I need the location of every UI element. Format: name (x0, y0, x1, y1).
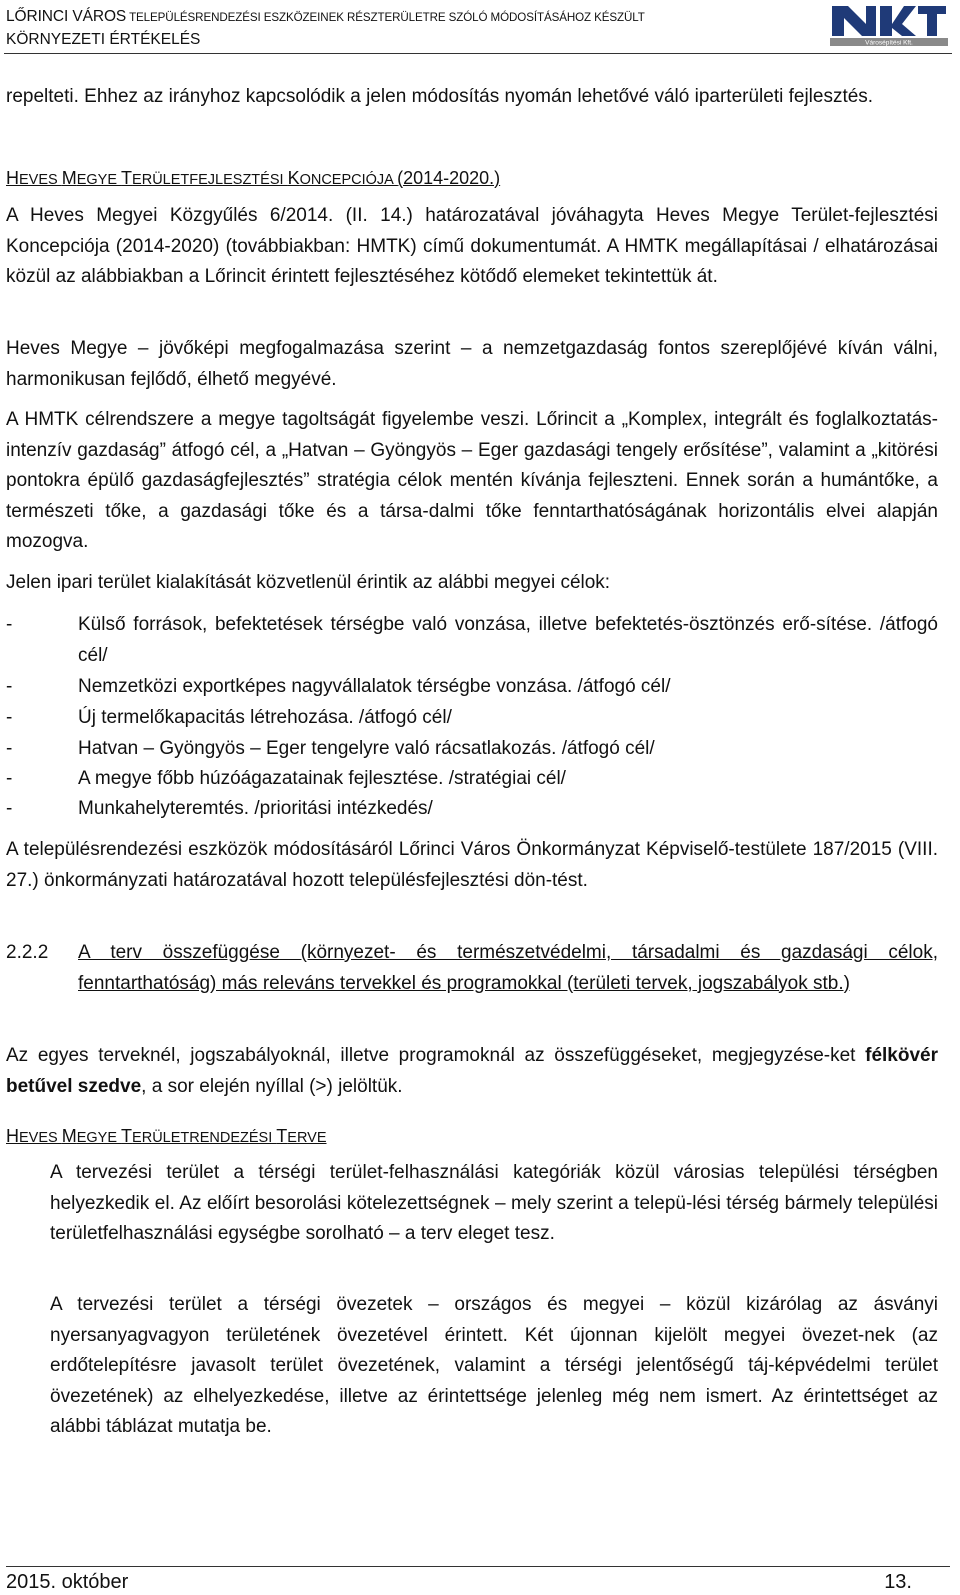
section-heading-2-2-2 (6, 938, 938, 999)
section-title: A terv összefüggése (környezet- és természetvédelmi, társadalmi és gazdasági célok, fenntarthatóság) más releváns tervekkel és programokkal (területi tervek, jogszabályok stb.) (78, 942, 938, 994)
paragraph-goals-intro: Jelen ipari terület kialakítását közvetlenül érintik az alábbi megyei célok: (6, 572, 611, 593)
section-number: 2.2.2 (6, 942, 49, 963)
list-item: - Hatvan – Gyöngyös – Eger tengelyre való rácsatlakozás. /átfogó cél/ (6, 738, 655, 759)
header-title-line1 (6, 8, 645, 26)
company-logo (826, 2, 950, 48)
list-item: - Nemzetközi exportképes nagyvállalatok térségbe vonzása. /átfogó cél/ (6, 676, 671, 697)
heading-hmtk: HEVES MEGYE TERÜLETFEJLESZTÉSI KONCEPCIÓJA (2014-2020.) (6, 168, 501, 188)
list-item: - Új termelőkapacitás létrehozása. /átfogó cél/ (6, 707, 452, 728)
paragraph-urban-area: A tervezési terület a térségi terület-felhasználási kategóriák közül városias települési térségben helyezkedik el. Az előírt besorolási kötelezettségnek – mely szerint a telepü-lési térség bármely települési területfelhasználási egységbe sorolható – a terv eleget tesz. (50, 1162, 938, 1244)
header-subject: TELEPÜLÉSRENDEZÉSI ESZKÖZEINEK RÉSZTERÜLETRE SZÓLÓ MÓDOSÍTÁSÁHOZ KÉSZÜLT (126, 11, 645, 24)
paragraph-zones: A tervezési terület a térségi övezetek – országos és megyei – közül kizárólag az ásványi nyersanyagvagyon területének övezetével érintett. Két újonnan kijelölt megyei övezet-nek (az erdőtelepítésre javasolt terület övezetének, valamint a térségi jelentőségű táj-képvédelmi terület övezetének) az elhelyezkedése, illetve az érintettsége jelenleg még nem ismert. Az érintettséget az alábbi táblázat mutatja be. (50, 1294, 938, 1437)
paragraph-vision: Heves Megye – jövőképi megfogalmazása szerint – a nemzetgazdaság fontos szereplőjévé kíván válni, harmonikusan fejlődő, élhető megyévé. (6, 338, 938, 390)
paragraph-hmtk-approval: A Heves Megyei Közgyűlés 6/2014. (II. 14.) határozatával jóváhagyta Heves Megye Terület-fejlesztési Koncepciója (2014-2020) (továbbiakban: HMTK) című dokumentumát. A HMTK megállapításai / elhatározásai közül az alábbiakban a Lőrincit érintett fejlesztéséhez kötődő elemeket tekintettük át. (6, 205, 938, 287)
logo-text: Városépítési Kft. (865, 39, 913, 47)
list-item: - Külső források, befektetések térségbe való vonzása, illetve befektetés-ösztönzés erő-sítése. /átfogó cél/ (6, 614, 938, 666)
heading-heves-plan: HEVES MEGYE TERÜLETRENDEZÉSI TERVE (6, 1126, 327, 1146)
page-number: 13. (884, 1571, 912, 1593)
list-item: - A megye főbb húzóágazatainak fejlesztése. /stratégiai cél/ (6, 768, 566, 789)
header-town: LŐRINCI VÁROS (6, 8, 127, 25)
header-divider (4, 53, 952, 54)
paragraph-council-decision: A településrendezési eszközök módosításáról Lőrinci Város Önkormányzat Képviselő-testülete 187/2015 (VIII. 27.) önkormányzati határozatával hozott településfejlesztési dön-tést. (6, 839, 938, 891)
header-title-line2: KÖRNYEZETI ÉRTÉKELÉS (6, 31, 201, 48)
page-header (0, 0, 960, 54)
paragraph-notation: Az egyes terveknél, jogszabályoknál, illetve programoknál az összefüggéseket, megjegyzése-ket félkövér betűvel szedve, a sor elején nyíllal (>) jelöltük. (6, 1045, 938, 1097)
paragraph-objectives: A HMTK célrendszere a megye tagoltságát figyelembe veszi. Lőrincit a „Komplex, integrált és foglalkoztatás-intenzív gazdaság” átfogó cél, a „Hatvan – Gyöngyös – Eger gazdasági tengely erősítése”, valamint a „kitörési pontokra épülő gazdaságfejlesztés” stratégia célok mentén kívánja fejleszteni. Ennek során a humántőke, a természeti tőke, a gazdasági tőke és a társa-dalmi tőke fenntarthatóságának horizontális elvei alapján mozogva. (6, 409, 938, 552)
footer-divider (6, 1566, 950, 1567)
footer-date: 2015. október (6, 1571, 129, 1593)
paragraph-intro: repelteti. Ehhez az irányhoz kapcsolódik a jelen módosítás nyomán lehetővé váló iparterületi fejlesztés. (6, 86, 874, 107)
list-item: - Munkahelyteremtés. /prioritási intézkedés/ (6, 798, 433, 819)
